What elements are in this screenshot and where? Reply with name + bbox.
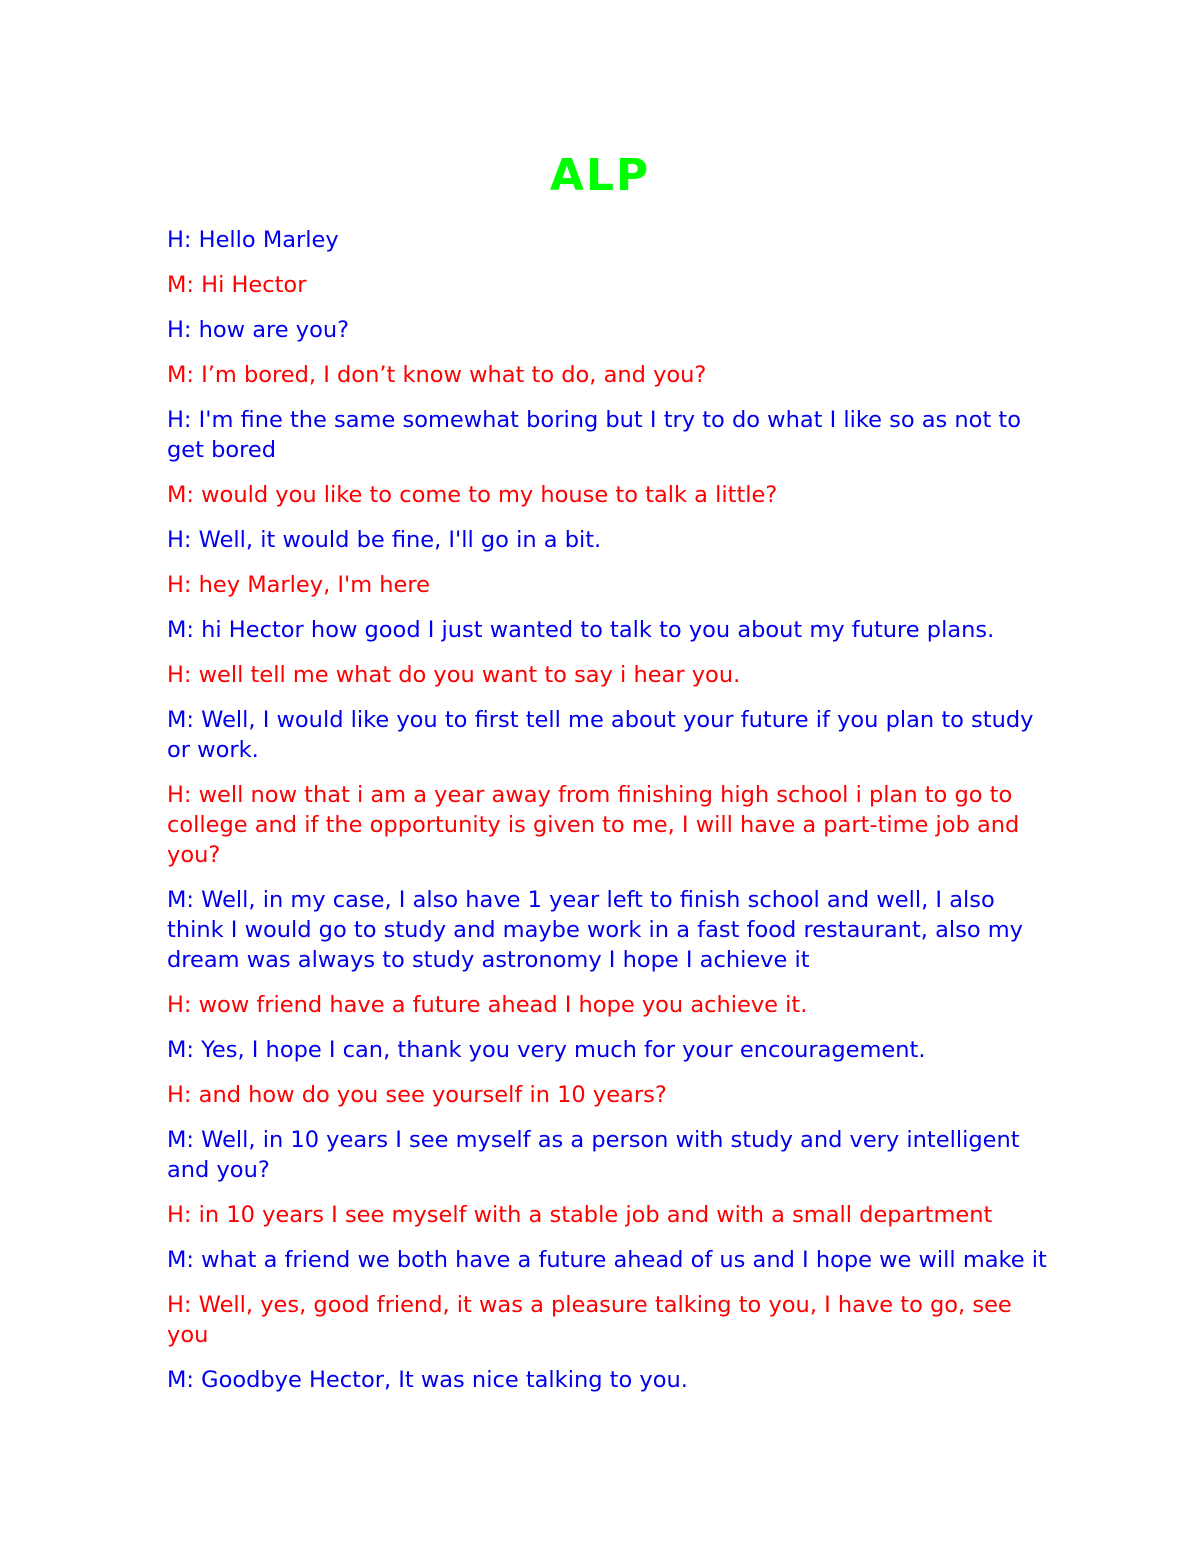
dialogue-line: H: in 10 years I see myself with a stable job and with a small department <box>167 1202 993 1228</box>
dialogue-line: H: Hello Marley <box>167 227 339 253</box>
document-title: ALP <box>549 150 651 201</box>
dialogue-line: M: Well, I would like you to first tell me about your future if you plan to study or work. <box>167 707 1034 763</box>
dialogue-line: H: well tell me what do you want to say i hear you. <box>167 662 741 688</box>
dialogue-line: H: well now that i am a year away from finishing high school i plan to go to college and if the opportunity is given to me, I will have a part-time job and you? <box>167 782 1020 868</box>
dialogue-line: M: I’m bored, I don’t know what to do, and you? <box>167 362 707 388</box>
dialogue-line: H: hey Marley, I'm here <box>167 572 430 598</box>
dialogue-line: H: how are you? <box>167 317 350 343</box>
dialogue-line: M: Well, in my case, I also have 1 year left to finish school and well, I also think I would go to study and maybe work in a fast food restaurant, also my dream was always to study astronomy I hope I achieve it <box>167 887 1023 973</box>
dialogue-line: H: Well, yes, good friend, it was a pleasure talking to you, I have to go, see you <box>167 1292 1012 1348</box>
dialogue-line: M: Hi Hector <box>167 272 307 298</box>
dialogue-line: M: what a friend we both have a future ahead of us and I hope we will make it <box>167 1247 1047 1273</box>
dialogue-line: H: I'm fine the same somewhat boring but I try to do what I like so as not to get bored <box>167 407 1022 463</box>
dialogue-line: H: wow friend have a future ahead I hope you achieve it. <box>167 992 808 1018</box>
dialogue-line: H: Well, it would be fine, I'll go in a bit. <box>167 527 602 553</box>
dialogue-line: M: hi Hector how good I just wanted to talk to you about my future plans. <box>167 617 995 643</box>
dialogue-line: M: Goodbye Hector, It was nice talking to you. <box>167 1367 688 1393</box>
dialogue-list <box>167 225 1047 1410</box>
dialogue-line: M: Yes, I hope I can, thank you very much for your encouragement. <box>167 1037 926 1063</box>
dialogue-line: H: and how do you see yourself in 10 years? <box>167 1082 667 1108</box>
dialogue-line: M: Well, in 10 years I see myself as a person with study and very intelligent and you? <box>167 1127 1020 1183</box>
dialogue-line: M: would you like to come to my house to talk a little? <box>167 482 778 508</box>
